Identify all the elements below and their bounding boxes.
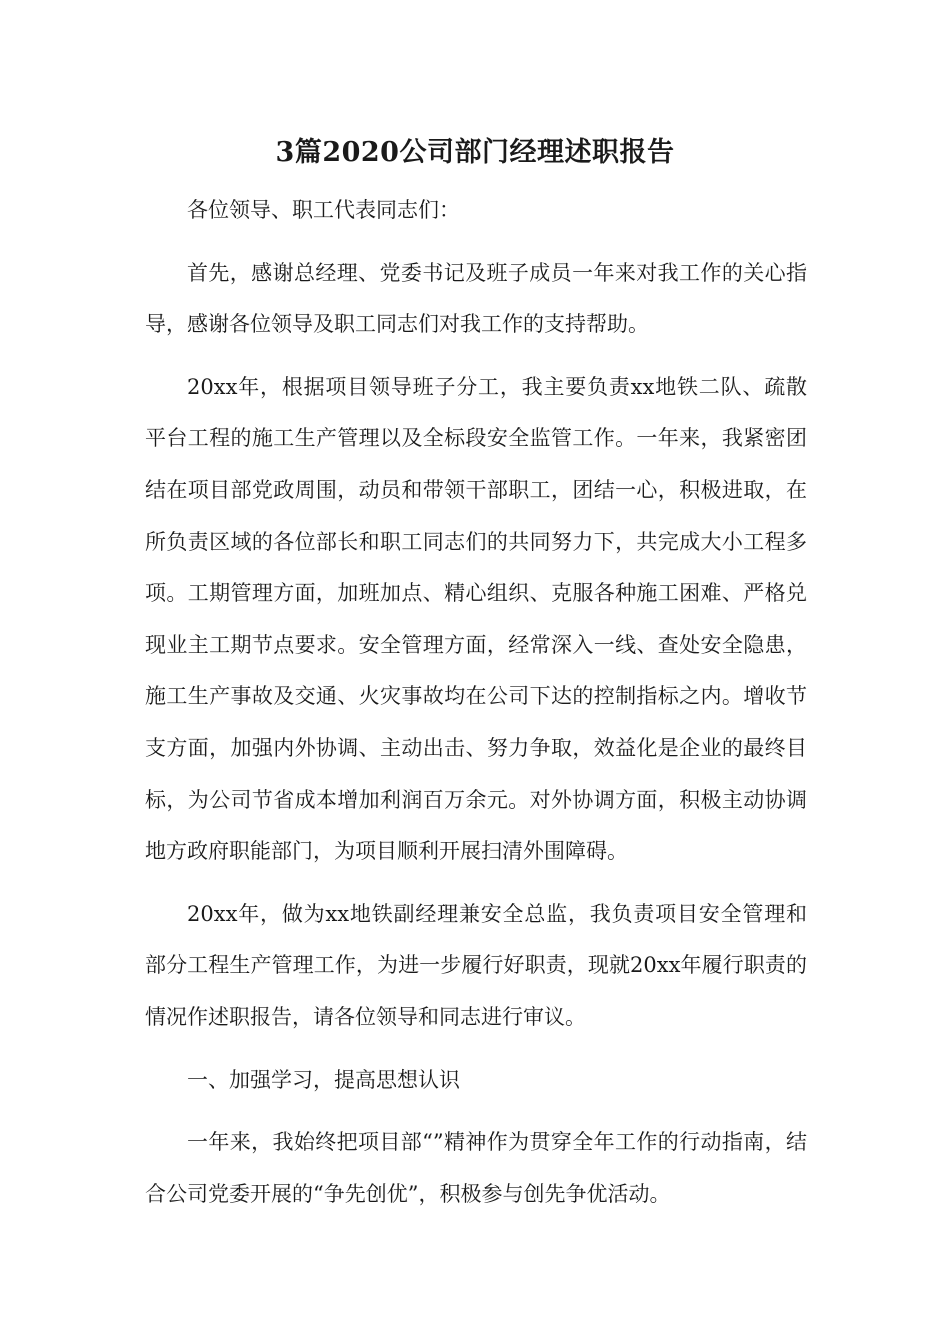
document-title: 3篇2020公司部门经理述职报告 xyxy=(275,137,675,168)
work-summary-paragraph: 20xx年，根据项目领导班子分工，我主要负责xx地铁二队、疏散平台工程的施工生产管理以及全标段安全监管工作。一年来，我紧密团结在项目部党政周围，动员和带领干部职工，团结一心，积极进取，在所负责区域的各位部长和职工同志们的共同努力下，共完成大小工程多项。工期管理方面，加班加点、精心组织、克服各种施工困难、严格兑现业主工期节点要求。安全管理方面，经常深入一线、查处安全隐患，施工生产事故及交通、火灾事故均在公司下达的控制指标之内。增收节支方面，加强内外协调、主动出击、努力争取，效益化是企业的最终目标，为公司节省成本增加利润百万余元。对外协调方面，积极主动协调地方政府职能部门，为项目顺利开展扫清外围障碍。 xyxy=(145,374,807,864)
section-heading-1: 一、加强学习，提高思想认识 xyxy=(187,1067,460,1092)
salutation-paragraph: 各位领导、职工代表同志们： xyxy=(187,198,460,222)
thanks-paragraph: 首先，感谢总经理、党委书记及班子成员一年来对我工作的关心指导，感谢各位领导及职工同志们对我工作的支持帮助。 xyxy=(145,260,807,337)
study-paragraph: 一年来，我始终把项目部“”精神作为贯穿全年工作的行动指南，结合公司党委开展的“争先创优”，积极参与创先争优活动。 xyxy=(145,1130,807,1206)
document-body xyxy=(145,185,807,1231)
responsibility-paragraph: 20xx年，做为xx地铁副经理兼安全总监，我负责项目安全管理和部分工程生产管理工作，为进一步履行好职责，现就20xx年履行职责的情况作述职报告，请各位领导和同志进行审议。 xyxy=(145,901,807,1029)
